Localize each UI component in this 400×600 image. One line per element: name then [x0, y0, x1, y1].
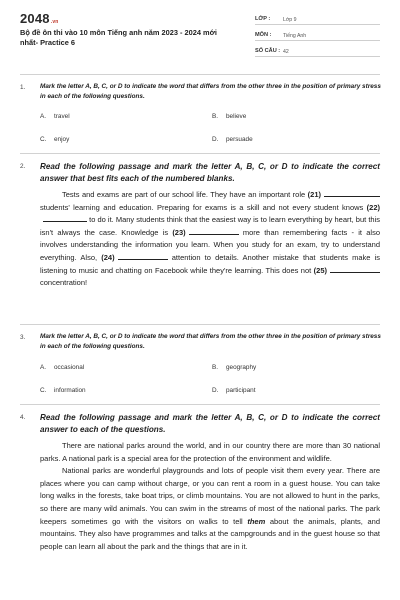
option-a[interactable] [40, 364, 84, 371]
option-text: occasional [54, 364, 85, 371]
passage-paragraph-1: There are national parks around the world, and in our country there are more than 30 national parks. A national park is a special area for the protection of the environment and wildlife. [40, 441, 380, 463]
section-divider [20, 324, 380, 325]
blank-number: (21) [307, 190, 321, 199]
option-letter: B. [212, 364, 219, 371]
answer-blank[interactable] [43, 216, 87, 222]
reading-passage-2 [40, 189, 380, 290]
answer-blank[interactable] [324, 191, 380, 197]
option-text: travel [54, 113, 70, 120]
blank-number: (25) [313, 265, 327, 275]
option-letter: D. [212, 136, 219, 143]
option-text: geography [226, 364, 257, 371]
question-instruction-3: Mark the letter A, B, C, or D to indicate the word that differs from the other three in the position of primary stress in each of the following questions. [40, 333, 381, 350]
meta-class-value: Lớp 9 [283, 16, 297, 23]
question-number-3: 3. [20, 334, 26, 341]
option-text: information [54, 387, 86, 394]
document-header [0, 0, 400, 62]
option-letter: A. [40, 113, 47, 120]
question-instruction-1: Mark the letter A, B, C, or D to indicate the word that differs from the other three in the position of primary stress in each of the following questions. [40, 83, 381, 100]
passage-text: concentration! [40, 278, 88, 288]
question-number-4: 4. [20, 414, 26, 421]
emphasized-word: them [247, 516, 266, 526]
meta-class [255, 13, 380, 25]
passage-text: National parks are wonderful playgrounds and lots of people visit them every year. There are places where you can camp without charge, or you can rent a room in a guest house. You can take long walks in the forests, take boat trips, or climb mountains. You are not allowed to hunt in the parks, so there are many wild animals. You can swim in the streams of most of the national parks. The park keepers sometimes go with the visitors on walks to tell [40, 466, 380, 526]
option-d[interactable] [212, 387, 256, 394]
section-divider [20, 74, 380, 75]
passage-text: Tests and exams are part of our school life. They have an important role [62, 190, 306, 199]
blank-number: (23) [172, 227, 186, 237]
option-text: enjoy [54, 136, 70, 143]
reading-passage-4 [40, 440, 380, 553]
meta-question-count [255, 45, 380, 57]
meta-subject-label: MÔN : [255, 32, 272, 38]
meta-question-count-label: SỐ CÂU : [255, 48, 281, 54]
question-number-1: 1. [20, 84, 26, 91]
option-b[interactable] [212, 113, 246, 120]
meta-subject-value: Tiếng Anh [283, 32, 307, 39]
option-text: believe [226, 113, 247, 120]
passage-text: more than remembering facts - it also involves understanding the information you learn. When you study for an exam, try to understand everything. Also, [40, 227, 380, 262]
passage-text: about the animals, plants, and mountains. They also have programmes and talks at the campgrounds and in the guest house so that people can learn all about the park and the things that are in it. [40, 516, 380, 551]
logo-text: 2048 [20, 11, 50, 26]
meta-class-label: LỚP : [255, 16, 271, 22]
option-letter: C. [40, 136, 47, 143]
question-instruction-2: Read the following passage and mark the letter A, B, C, or D to indicate the correct answer that best fits each of the numbered blanks. [40, 162, 380, 183]
question-number-2: 2. [20, 163, 26, 170]
option-text: persuade [226, 136, 253, 143]
blank-number: (24) [101, 252, 115, 262]
option-letter: B. [212, 113, 219, 120]
section-divider [20, 404, 380, 405]
passage-text: students' learning and education. Preparing for exams is a skill and not every student knows [40, 202, 364, 212]
passage-paragraph-2 [40, 465, 380, 553]
option-c[interactable] [40, 136, 69, 143]
question-instruction-4: Read the following passage and mark the letter A, B, C, or D to indicate the correct answer to each of the questions. [40, 413, 380, 434]
site-logo[interactable] [20, 11, 59, 26]
option-b[interactable] [212, 364, 256, 371]
answer-blank[interactable] [330, 267, 380, 273]
option-letter: D. [212, 387, 219, 394]
option-d[interactable] [212, 136, 253, 143]
logo-suffix: .vn [50, 19, 59, 25]
answer-blank[interactable] [118, 254, 168, 260]
answer-blank[interactable] [189, 229, 239, 235]
passage-text: to do it. Many students think that the easiest way is to learn everything by heart, but this isn't always the case. Knowledge is [40, 215, 380, 237]
section-divider [20, 153, 380, 154]
meta-question-count-value: 42 [283, 48, 289, 55]
option-letter: A. [40, 364, 47, 371]
option-letter: C. [40, 387, 47, 394]
document-title: Bộ đề ôn thi vào 10 môn Tiếng anh năm 2023 - 2024 mới nhất- Practice 6 [20, 28, 217, 47]
option-a[interactable] [40, 113, 70, 120]
passage-text: attention to details. Another mistake that students make is listening to music and chatting on Facebook while they're learning. This does not [40, 252, 381, 275]
option-text: participant [226, 387, 256, 394]
blank-number: (22) [366, 202, 380, 212]
option-c[interactable] [40, 387, 86, 394]
meta-subject [255, 29, 380, 41]
